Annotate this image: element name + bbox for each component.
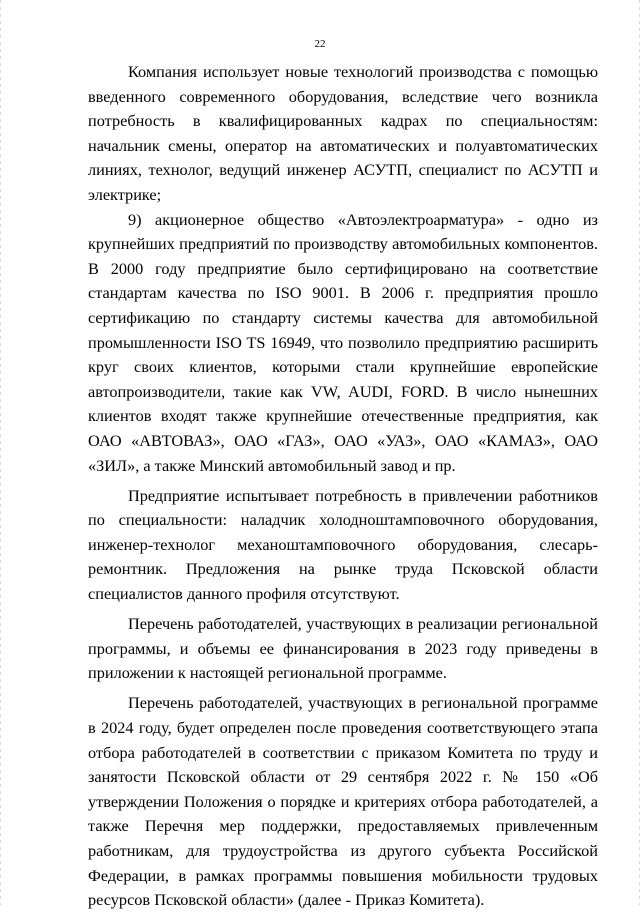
paragraph-company-technologies: Компания использует новые технологий производства с помощью введенного современного оборудования, вследствие чего возникла потребность в квалифицированных кадрах по специальностям: начальник смены, оператор на автоматических и полуавтоматических линиях, технолог, ведущий инженер АСУТП, специалист по АСУТП и электрике; xyxy=(88,62,598,204)
document-body xyxy=(88,60,598,913)
paragraph-employers-2024: Перечень работодателей, участвующих в региональной программе в 2024 году, будет определен после проведения соответствующего этапа отбора работодателей в соответствии с приказом Комитета по труду и занятости Псковской области от 29 сентября 2022 г. № 150 «Об утверждении Положения о порядке и критериях отбора работодателей, а также Перечня мер поддержки, предоставляемых привлеченным работникам, для трудоустройства из другого субъекта Российской Федерации, в рамках программы повышения мобильности трудовых ресурсов Псковской области» (далее - Приказ Комитета). xyxy=(88,693,598,910)
scan-edge-left xyxy=(0,0,1,905)
paragraph-avtoelektroarmatura: 9) акционерное общество «Автоэлектроарматура» - одно из крупнейших предприятий по производству автомобильных компонентов. В 2000 году предприятие было сертифицировано на соответствие стандартам качества по ISO 9001. В 2006 г. предприятия прошло сертификацию по стандарту системы качества для автомобильной промышленности ISO TS 16949, что позволило предприятию расширить круг своих клиентов, которыми стали крупнейшие европейские автопроизводители, такие как VW, AUDI, FORD. В число нынешних клиентов входят также крупнейшие отечественные предприятия, как ОАО «АВТОВАЗ», ОАО «ГАЗ», ОАО «УАЗ», ОАО «КАМАЗ», ОАО «ЗИЛ», а также Минский автомобильный завод и пр. xyxy=(88,209,598,475)
paragraph-workforce-need: Предприятие испытывает потребность в привлечении работников по специальности: наладчик холодноштамповочного оборудования, инженер-технолог механоштамповочного оборудования, слесарь-ремонтник. Предложения на рынке труда Псковской области специалистов данного профиля отсутствуют. xyxy=(88,485,598,603)
paragraph-employers-2023: Перечень работодателей, участвующих в реализации региональной программы, и объемы ее финансирования в 2023 году приведены в приложении к настоящей региональной программе. xyxy=(88,614,598,683)
page-number: 22 xyxy=(314,38,326,50)
